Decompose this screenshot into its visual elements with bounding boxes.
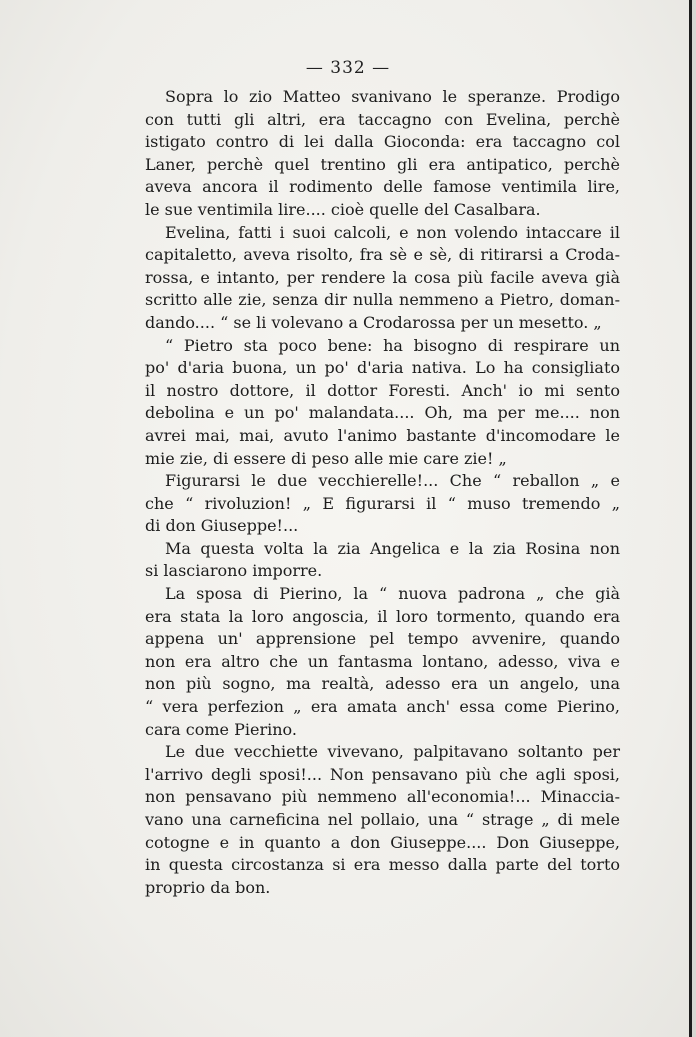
page-number: — 332 — [305, 58, 391, 78]
text-line: era stata la loro angoscia, il loro tormento, quando era [145, 606, 620, 626]
page-edge-border [689, 0, 692, 1037]
text-line: Evelina, fatti i suoi calcoli, e non volendo intaccare il [165, 222, 620, 242]
text-line: non era altro che un fantasma lontano, adesso, viva e [145, 651, 620, 671]
text-line: aveva ancora il rodimento delle famose ventimila lire, [145, 177, 620, 197]
paragraph-4 [125, 470, 620, 538]
text-line: vano una carneficina nel pollaio, una “ strage „ di mele [145, 810, 620, 829]
text-line: Laner, perchè quel trentino gli era antipatico, perchè [145, 154, 620, 174]
text-line: “ vera perfezion „ era amata anch' essa come Pierino, [145, 697, 620, 717]
paragraph-7 [125, 741, 620, 899]
paragraph-3 [125, 335, 620, 471]
page-edge-shadow [692, 0, 696, 1037]
text-line: si lasciarono imporre. [145, 561, 323, 581]
text-line: le sue ventimila lire.... cioè quelle del Casalbara. [145, 199, 541, 219]
text-line: cara come Pierino. [145, 719, 297, 739]
text-line: con tutti gli altri, era taccagno con Evelina, perchè [145, 109, 620, 129]
body-text [125, 86, 620, 899]
text-line: Ma questa volta la zia Angelica e la zia Rosina non [165, 538, 620, 558]
text-line: non pensavano più nemmeno all'economia!... Minaccia- [145, 787, 620, 807]
text-line: mie zie, di essere di peso alle mie care zie! „ [145, 448, 507, 468]
paragraph-5 [125, 538, 620, 583]
text-line: “ Pietro sta poco bene: ha bisogno di respirare un [165, 335, 620, 355]
text-line: che “ rivoluzion! „ E figurarsi il “ muso tremendo „ [145, 493, 620, 513]
text-line: l'arrivo degli sposi!... Non pensavano più che agli sposi, [145, 764, 620, 784]
text-line: in questa circostanza si era messo dalla parte del torto [145, 855, 620, 875]
text-line: appena un' apprensione pel tempo avvenire, quando [145, 629, 620, 649]
text-line: cotogne e in quanto a don Giuseppe.... Don Giuseppe, [145, 832, 620, 852]
text-line: dando.... “ se li volevano a Crodarossa per un mesetto. „ [145, 312, 602, 332]
paragraph-2 [125, 222, 620, 335]
paragraph-1 [125, 86, 620, 222]
text-line: non più sogno, ma realtà, adesso era un angelo, una [145, 674, 620, 694]
text-line: avrei mai, mai, avuto l'animo bastante d'incomodare le [145, 425, 620, 445]
text-line: Figurarsi le due vecchierelle!... Che “ reballon „ e [165, 471, 620, 491]
text-line: capitaletto, aveva risolto, fra sè e sè, di ritirarsi a Croda- [145, 245, 620, 265]
text-line: Le due vecchiette vivevano, palpitavano soltanto per [165, 742, 620, 762]
text-line: istigato contro di lei dalla Gioconda: era taccagno col [145, 132, 620, 152]
text-line: scritto alle zie, senza dir nulla nemmeno a Pietro, doman- [145, 290, 620, 310]
text-line: debolina e un po' malandata.... Oh, ma per me.... non [145, 403, 620, 423]
text-line: il nostro dottore, il dottor Foresti. Anch' io mi sento [145, 380, 620, 400]
text-line: po' d'aria buona, un po' d'aria nativa. Lo ha consigliato [145, 358, 620, 378]
text-line: di don Giuseppe!... [145, 516, 299, 536]
text-line: La sposa di Pierino, la “ nuova padrona „ che già [165, 584, 620, 604]
paragraph-6 [125, 583, 620, 741]
text-line: proprio da bon. [145, 877, 271, 897]
text-line: Sopra lo zio Matteo svanivano le speranze. Prodigo [165, 87, 620, 106]
text-line: rossa, e intanto, per rendere la cosa più facile aveva già [145, 267, 620, 287]
